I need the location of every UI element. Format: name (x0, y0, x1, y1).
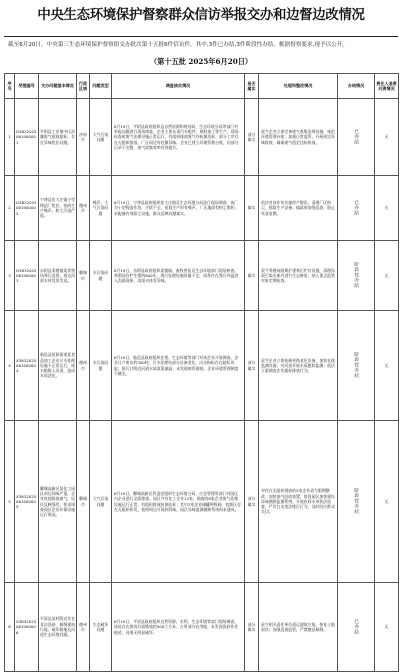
cell-id: D3B32025061900003 (15, 241, 39, 311)
cell-true: 属实 (245, 241, 259, 311)
cell-summary: 临邑县恒源街道某食品加工企业污水处理设施不正常运行，废水偷排入河道，造成水质恶化。 (39, 311, 77, 421)
table-header-row (5, 74, 399, 99)
cell-id: X3B32025061900005 (15, 421, 39, 583)
cell-id: D3B32025061900002 (15, 176, 39, 241)
cell-type: 噪声、大气污染问题 (90, 176, 112, 241)
cell-account: 无 (375, 99, 399, 176)
cell-id: X3B32025061900006 (15, 583, 39, 672)
cell-account: 无 (375, 421, 399, 583)
cell-finding: 6月19日，聊城高新区管委会组织生态环境分局、应急管理等部门对园区内企业进行全面排查。园区共有化工企业12家，抽查的8家企业废气处理设施运行正常，有组织排放检测达标；其中2家企业储罐呼吸阀、装卸区存在无组织挥发，夜间周边可闻到异味。园区异味监测溯源系统尚未建成。 (112, 421, 245, 583)
cell-no: 3 (5, 241, 15, 311)
cell-true: 部分属实 (245, 311, 259, 421)
cell-summary: 宁津县张大庄镇小型铸造厂扰民，夜间生产噪声、粉尘污染严重。 (39, 176, 77, 241)
cell-region: 济南市 (77, 99, 90, 176)
table-row (5, 176, 399, 241)
cell-finding: 6月19日，宁津县政府组织张大庄镇及生态环境分局进行现场调查。该厂为小型铸造作坊，手续不全，夜间生产时有噪声，厂区地面有粉尘堆积，未配备有效除尘设施，群众反映问题属实。 (112, 176, 245, 241)
cell-action: 责令企业立即检修更换老化设备，加装在线监测设施；对河道开展水质跟踪监测；依法立案调查企业超标排放行为。 (259, 311, 338, 421)
cell-region: 聊城市 (77, 241, 90, 311)
status-text: 已办结 (353, 199, 359, 216)
cell-no: 2 (5, 176, 15, 241)
cell-account: 无 (375, 176, 399, 241)
cell-true: 部分属实 (245, 421, 259, 583)
cell-id: X3B32025061900004 (15, 311, 39, 421)
cell-status (338, 176, 375, 241)
col-header-id: 受理编号 (15, 74, 39, 99)
cell-summary: 平阴县工业集中区涉嫌废气排放超标，存在异味扰民问题。 (39, 99, 77, 176)
table-row (5, 421, 399, 583)
col-header-type: 问题类型 (90, 74, 112, 99)
cell-status (338, 583, 375, 672)
table-row (5, 583, 399, 672)
cell-action: 责令相关责任单位清运建筑垃圾，恢复土地原状；加强巡查监管，严禁随意倾倒。 (259, 583, 338, 672)
report-table (4, 73, 399, 672)
col-header-status: 办结情况 (338, 74, 375, 99)
status-text: 阶段性办结 (353, 351, 359, 378)
cell-action: 对存在无组织排放的2家企业责令限期整改，加装油气回收装置；督促园区加快建设异味溯源监测系统；开展夜间专项执法检查，严厉打击违法排污行为，及时回应群众关切。 (259, 421, 338, 583)
cell-type: 大气污染问题 (90, 99, 112, 176)
status-text: 已办结 (353, 128, 359, 145)
cell-finding: 6月19日，东阿县政府组织姜楼镇、畜牧兽医及生态环境部门现场核查。养殖场存栏生猪约800头，粪污处理设施容量不足，雨季存在粪污外溢进入沟渠现象，沟渠水体有异味。 (112, 241, 245, 311)
status-text: 已办结 (353, 618, 359, 635)
cell-type: 水污染问题 (90, 311, 112, 421)
cell-summary: 东阿县姜楼镇某养殖场粪污直排，周边沟渠水体发黑发臭。 (39, 241, 77, 311)
cell-no: 5 (5, 421, 15, 583)
cell-no: 1 (5, 99, 15, 176)
cell-finding: 6月19日，平阴县政府组织县自然资源和规划局、生态环境分局等部门对举报问题进行现场调查。企业主要从事汽车配件、钢材加工等生产，现场检查时废气治理设施正常运行，有组织排放废气经检测达标；部分工序存在无组织排放，厂区周边有轻微异味。企业已建立环境管理台账，但部分记录不完整，废气收集效率有待提升。 (112, 99, 245, 176)
cell-summary: 聊城高新区某化工园区周边异味严重，企业夜间排放废气，居民反映强烈，要求调查园区企业环保设施运行情况。 (39, 421, 77, 583)
cell-account: 无 (375, 583, 399, 672)
cell-status (338, 99, 375, 176)
cell-action: 责令养殖场限期扩建粪污贮存设施，清理沟渠污染水体并进行生态修复；纳入重点监管对象定期检查。 (259, 241, 338, 311)
col-header-account: 责任人追责问责情况 (375, 74, 399, 99)
cell-type: 大气污染问题 (90, 421, 112, 583)
col-header-no: 序号 (5, 74, 15, 99)
cell-region: 德州市 (77, 583, 90, 672)
cell-type: 生态破坏问题 (90, 583, 112, 672)
col-header-region: 行政区域 (77, 74, 90, 99)
cell-true: 部分属实 (245, 99, 259, 176)
page-title: 中央生态环境保护督察群众信访举报交办和边督边改情况 (37, 8, 365, 23)
cell-summary: 平原县某村附近存在非法洗砂、倾倒建筑垃圾，破坏耕地及河道生态环境问题。 (39, 583, 77, 672)
col-header-true: 是否属实 (245, 74, 259, 99)
title-rule (4, 36, 398, 37)
cell-no: 6 (5, 583, 15, 672)
batch-subtitle: （第十五批 2025年6月20日） (149, 57, 253, 66)
cell-account: 无 (375, 241, 399, 311)
cell-status (338, 311, 375, 421)
cell-finding: 6月19日，平原县政府组织自然资源、水利、生态环境等部门现场调查。该处存在建筑垃圾堆放约500立方米，占用部分农用地；未发现洗砂作业痕迹，河道无明显破坏。 (112, 583, 245, 672)
cell-status (338, 421, 375, 583)
cell-action: 责令企业立即完善废气收集治理设施，规范环境管理台账；加强日常监管，开展周边异味排查，确保废气稳定达标排放。 (259, 99, 338, 176)
cell-finding: 6月19日，临邑县政府组织住建、生态环境等部门对该企业开展调查。企业日产废水约300吨，污水处理站部分设备老化，出水指标存在超标风险；排污口附近河道水质氨氮偏高，未发现暗管偷排。企业环境管理制度不健全。 (112, 311, 245, 421)
cell-account: 无 (375, 311, 399, 421)
cell-id: D3B32025061900001 (15, 99, 39, 176)
cell-region: 聊城市 (77, 421, 90, 583)
status-text: 阶段性办结 (353, 261, 359, 288)
cell-region: 德州市 (77, 311, 90, 421)
cell-true: 属实 (245, 176, 259, 241)
col-header-summary: 交办问题基本情况 (39, 74, 77, 99)
cell-true: 部分属实 (245, 583, 259, 672)
intro-text: 截至6月20日，中央第三生态环境保护督察组交办批次第十五批6件信访件，其中,3件已办结,3件阶段性办结，帐据督察要求,现予以公开。 (8, 42, 348, 48)
cell-no: 4 (5, 311, 15, 421)
cell-type: 水污染问题 (90, 241, 112, 311)
table-row (5, 99, 399, 176)
table-row (5, 241, 399, 311)
col-header-finding: 调查核实情况 (112, 74, 245, 99)
cell-status (338, 241, 375, 311)
table-row (5, 311, 399, 421)
col-header-action: 处理和整改情况 (259, 74, 338, 99)
status-text: 阶段性办结 (353, 487, 359, 514)
cell-action: 依法对该作坊实施停产整治，清理厂区粉尘，拆除生产设备；镇政府加强巡查，防止死灰复燃。 (259, 176, 338, 241)
cell-region: 德州市 (77, 176, 90, 241)
